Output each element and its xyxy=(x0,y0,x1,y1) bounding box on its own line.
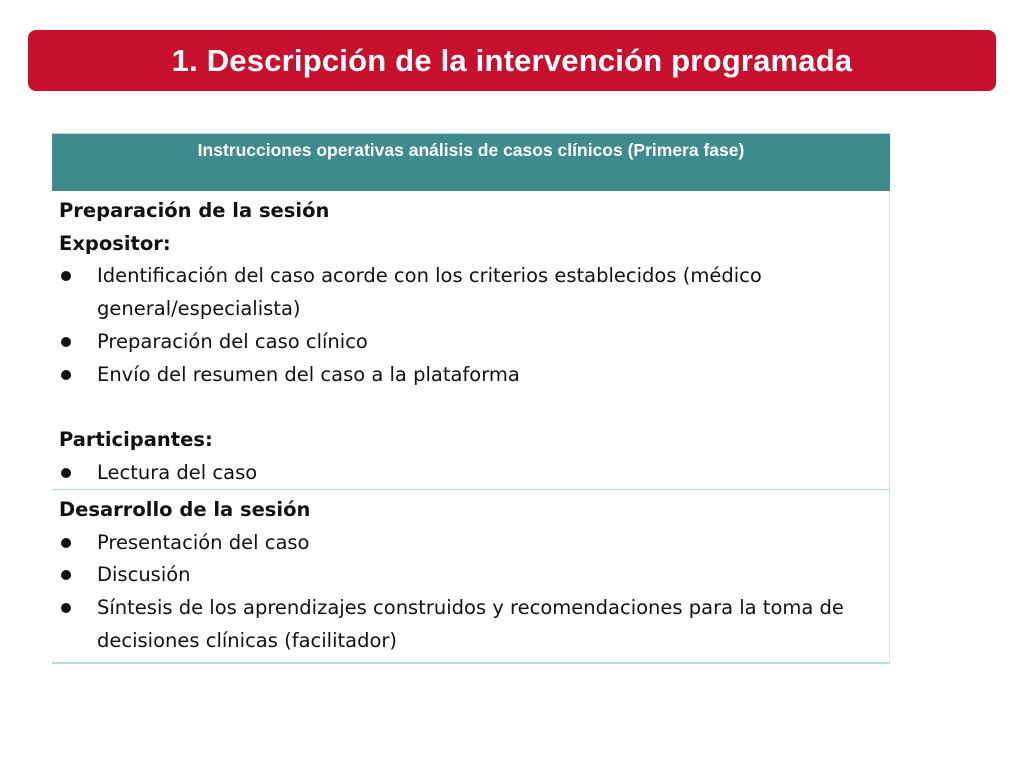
bullet-icon xyxy=(61,538,71,548)
table-header xyxy=(52,133,890,191)
list-item xyxy=(59,457,889,490)
expositor-label: Expositor: xyxy=(59,231,171,255)
bullet-icon xyxy=(61,370,71,380)
bullet-icon xyxy=(61,271,71,281)
participants-label: Participantes: xyxy=(59,427,213,451)
title-banner xyxy=(28,30,996,91)
bullet-icon xyxy=(61,337,71,347)
blank-line xyxy=(59,391,889,424)
table-header-text: Instrucciones operativas análisis de casos clínicos (Primera fase) xyxy=(197,140,745,160)
bullet-icon xyxy=(61,603,71,613)
bullet-icon xyxy=(61,468,71,478)
participants-list xyxy=(59,457,889,490)
preparation-row xyxy=(52,191,890,490)
list-item xyxy=(59,527,889,560)
slide-title: 1. Descripción de la intervención programada xyxy=(171,42,853,78)
list-item xyxy=(59,260,889,325)
list-item-text: Discusión xyxy=(97,563,191,587)
development-heading: Desarrollo de la sesión xyxy=(59,498,311,521)
preparation-heading: Preparación de la sesión xyxy=(59,199,330,222)
list-item xyxy=(59,592,889,657)
list-item-text: Preparación del caso clínico xyxy=(97,329,368,353)
list-item-text: Lectura del caso xyxy=(97,460,258,484)
list-item-text: Síntesis de los aprendizajes construidos y recomendaciones para la toma de decisiones clínicas (facilitador) xyxy=(97,596,844,652)
list-item-text: Identificación del caso acorde con los criterios establecidos (médico general/especialista) xyxy=(97,264,762,321)
instructions-table xyxy=(52,133,890,664)
list-item xyxy=(59,559,889,592)
list-item-text: Envío del resumen del caso a la plataforma xyxy=(97,362,520,386)
list-item xyxy=(59,326,889,359)
development-list xyxy=(59,527,889,658)
list-item xyxy=(59,359,889,392)
development-row xyxy=(52,490,890,664)
bullet-icon xyxy=(61,570,71,580)
list-item-text: Presentación del caso xyxy=(97,530,310,554)
expositor-list xyxy=(59,260,889,391)
